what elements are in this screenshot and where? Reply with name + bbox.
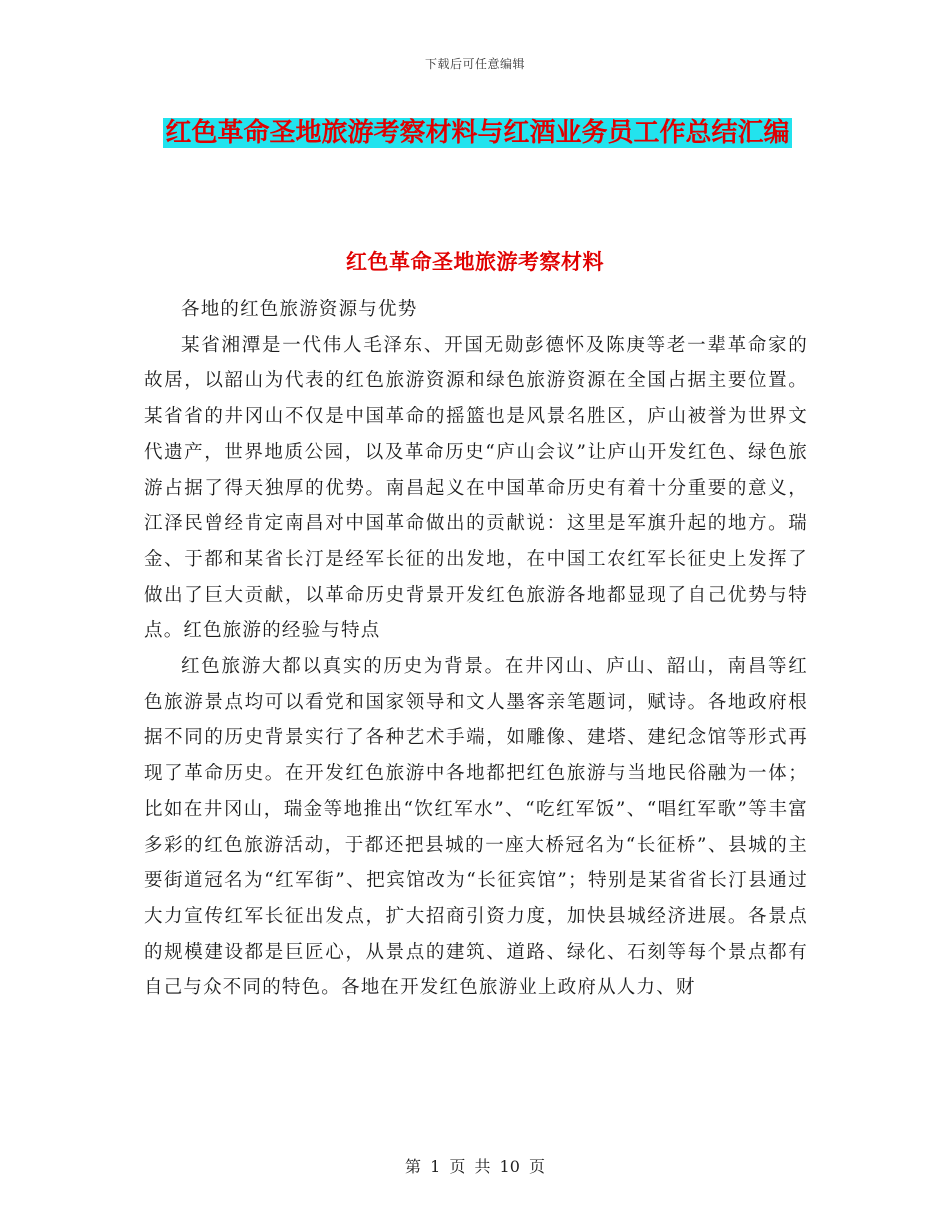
paragraph: 红色旅游大都以真实的历史为背景。在井冈山、庐山、韶山，南昌等红色旅游景点均可以看党和国家领导和文人墨客亲笔题词，赋诗。各地政府根据不同的历史背景实行了各种艺术手端，如雕像、建塔、建纪念馆等形式再现了革命历史。在开发红色旅游中各地都把红色旅游与当地民俗融为一体；比如在井冈山，瑞金等地推出“饮红军水”、“吃红军饭”、“唱红军歌”等丰富多彩的红色旅游活动，于都还把县城的一座大桥冠名为“长征桥”、县城的主要街道冠名为“红军街”、把宾馆改为“长征宾馆”；特别是某省省长汀县通过大力宣传红军长征出发点，扩大招商引资力度，加快县城经济进展。各景点的规模建设都是巨匠心，从景点的建筑、道路、绿化、石刻等每个景点都有自己与众不同的特色。各地在开发红色旅游业上政府从人力、财 — [144, 656, 808, 999]
document-title — [145, 108, 810, 158]
paragraph-subheading: 各地的红色旅游资源与优势 — [181, 299, 418, 320]
paragraph: 某省湘潭是一代伟人毛泽东、开国无勋彭德怀及陈庚等老一辈革命家的故居，以韶山为代表的红色旅游资源和绿色旅游资源在全国占据主要位置。某省省的井冈山不仅是中国革命的摇篮也是风景名胜区，庐山被誉为世界文代遗产，世界地质公园，以及革命历史“庐山会议”让庐山开发红色、绿色旅游占据了得天独厚的优势。南昌起义在中国革命历史有着十分重要的意义，江泽民曾经肯定南昌对中国革命做出的贡献说：这里是军旗升起的地方。瑞金、于都和某省长汀是经军长征的出发地，在中国工农红军长征史上发挥了做出了巨大贡献，以革命历史背景开发红色旅游各地都显现了自己优势与特点。红色旅游的经验与特点 — [144, 334, 808, 642]
page-header-note: 下载后可任意编辑 — [424, 57, 525, 71]
page-number: 第 1 页 共 10 页 — [405, 1157, 545, 1176]
section-title: 红色革命圣地旅游考察材料 — [346, 249, 604, 274]
document-title-text: 红色革命圣地旅游考察材料与红酒业务员工作总结汇编 — [165, 118, 790, 148]
document-body — [144, 292, 808, 1006]
